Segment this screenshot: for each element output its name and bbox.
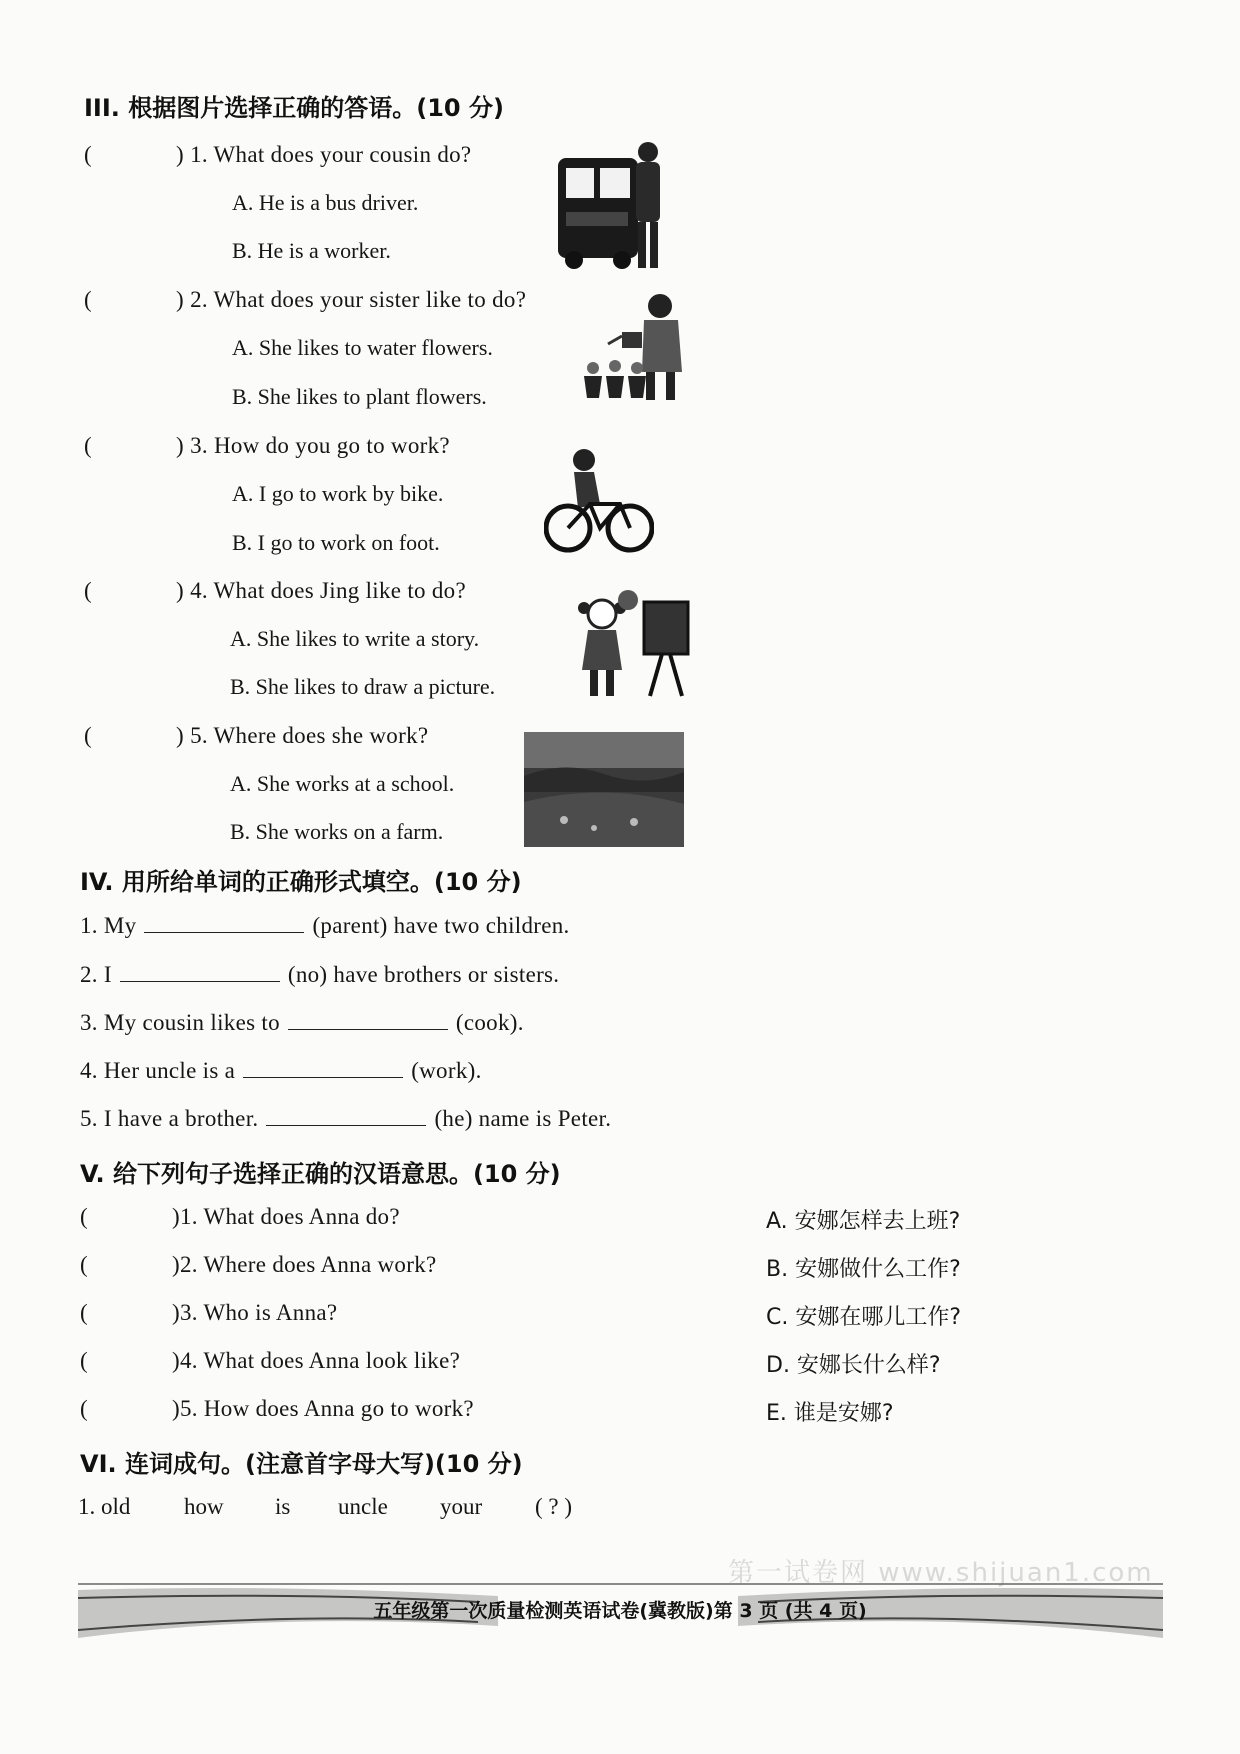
s3-q2-option-a: A. She likes to water flowers. — [232, 335, 493, 360]
section-6-title: VI. 连词成句。(注意首字母大写)(10 分) — [80, 1450, 523, 1478]
girl-painting-picture — [570, 586, 698, 700]
s4-item-3: 3. My cousin likes to (cook). — [80, 1010, 524, 1035]
answer-blank-5[interactable]: ( ) — [84, 723, 184, 748]
s5-answer-blank-5[interactable]: ( ) — [80, 1396, 180, 1421]
s3-q3-option-a: A. I go to work by bike. — [232, 481, 444, 506]
answer-blank-3[interactable]: ( ) — [84, 433, 184, 458]
s3-q5-option-a: A. She works at a school. — [230, 771, 455, 796]
answer-blank-2[interactable]: ( ) — [84, 287, 184, 312]
s3-q1-option-b: B. He is a worker. — [232, 238, 391, 263]
s3-q4-option-a: A. She likes to write a story. — [230, 626, 480, 651]
s3-question-2: ( ) 2. What does your sister like to do? — [84, 287, 527, 312]
s6-word-3: is — [275, 1494, 291, 1519]
s5-question-4: ( ) 4. What does Anna look like? — [80, 1348, 461, 1373]
fill-blank-5[interactable] — [266, 1107, 426, 1126]
s5-question-3: ( ) 3. Who is Anna? — [80, 1300, 338, 1325]
s6-word-5: your — [440, 1494, 483, 1519]
s4-item-1: 1. My (parent) have two children. — [80, 913, 570, 938]
fill-blank-2[interactable] — [120, 963, 280, 982]
s5-option-c: C. 安娜在哪儿工作? — [766, 1305, 962, 1330]
s5-question-5: ( ) 5. How does Anna go to work? — [80, 1396, 474, 1421]
fill-blank-1[interactable] — [144, 914, 304, 933]
s3-question-4: ( ) 4. What does Jing like to do? — [84, 578, 466, 603]
s5-question-2: ( ) 2. Where does Anna work? — [80, 1252, 437, 1277]
s3-q1-option-a: A. He is a bus driver. — [232, 190, 419, 215]
s4-item-5: 5. I have a brother. (he) name is Peter. — [80, 1106, 612, 1131]
s5-question-1: ( ) 1. What does Anna do? — [80, 1204, 400, 1229]
s6-word-1: 1. old — [78, 1494, 131, 1519]
s6-word-4: uncle — [338, 1494, 388, 1519]
s5-answer-blank-3[interactable]: ( ) — [80, 1300, 180, 1325]
s5-option-b: B. 安娜做什么工作? — [766, 1257, 961, 1282]
section-5-title: V. 给下列句子选择正确的汉语意思。(10 分) — [80, 1160, 561, 1188]
s3-q3-option-b: B. I go to work on foot. — [232, 530, 440, 555]
section-3-title: III. 根据图片选择正确的答语。(10 分) — [84, 94, 504, 122]
s3-question-5: ( ) 5. Where does she work? — [84, 723, 429, 748]
fill-blank-4[interactable] — [243, 1059, 403, 1078]
answer-blank-4[interactable]: ( ) — [84, 578, 184, 603]
s3-question-1: ( ) 1. What does your cousin do? — [84, 142, 472, 167]
s3-q5-option-b: B. She works on a farm. — [230, 819, 444, 844]
s5-option-d: D. 安娜长什么样? — [766, 1353, 941, 1378]
answer-blank-1[interactable]: ( ) — [84, 142, 184, 167]
fill-blank-3[interactable] — [288, 1011, 448, 1030]
s5-option-e: E. 谁是安娜? — [766, 1401, 894, 1426]
watermark: 第一试卷网 www.shijuan1.com — [728, 1558, 1154, 1588]
s5-option-a: A. 安娜怎样去上班? — [766, 1209, 961, 1234]
s4-item-2: 2. I (no) have brothers or sisters. — [80, 962, 560, 987]
footer-page-info: 五年级第一次质量检测英语试卷(冀教版)第 3 页 (共 4 页) — [373, 1600, 867, 1622]
s5-answer-blank-2[interactable]: ( ) — [80, 1252, 180, 1277]
farm-picture — [524, 732, 684, 847]
s4-item-4: 4. Her uncle is a (work). — [80, 1058, 482, 1083]
s5-answer-blank-1[interactable]: ( ) — [80, 1204, 180, 1229]
watering-flowers-picture — [582, 292, 692, 404]
bus-driver-picture — [556, 140, 668, 275]
section-4-title: IV. 用所给单词的正确形式填空。(10 分) — [80, 868, 522, 896]
s6-word-6: ( ? ) — [535, 1494, 573, 1519]
s3-q4-option-b: B. She likes to draw a picture. — [230, 674, 496, 699]
s5-answer-blank-4[interactable]: ( ) — [80, 1348, 180, 1373]
bike-rider-picture — [544, 448, 654, 556]
s3-q2-option-b: B. She likes to plant flowers. — [232, 384, 487, 409]
s3-question-3: ( ) 3. How do you go to work? — [84, 433, 450, 458]
s6-word-2: how — [184, 1494, 224, 1519]
